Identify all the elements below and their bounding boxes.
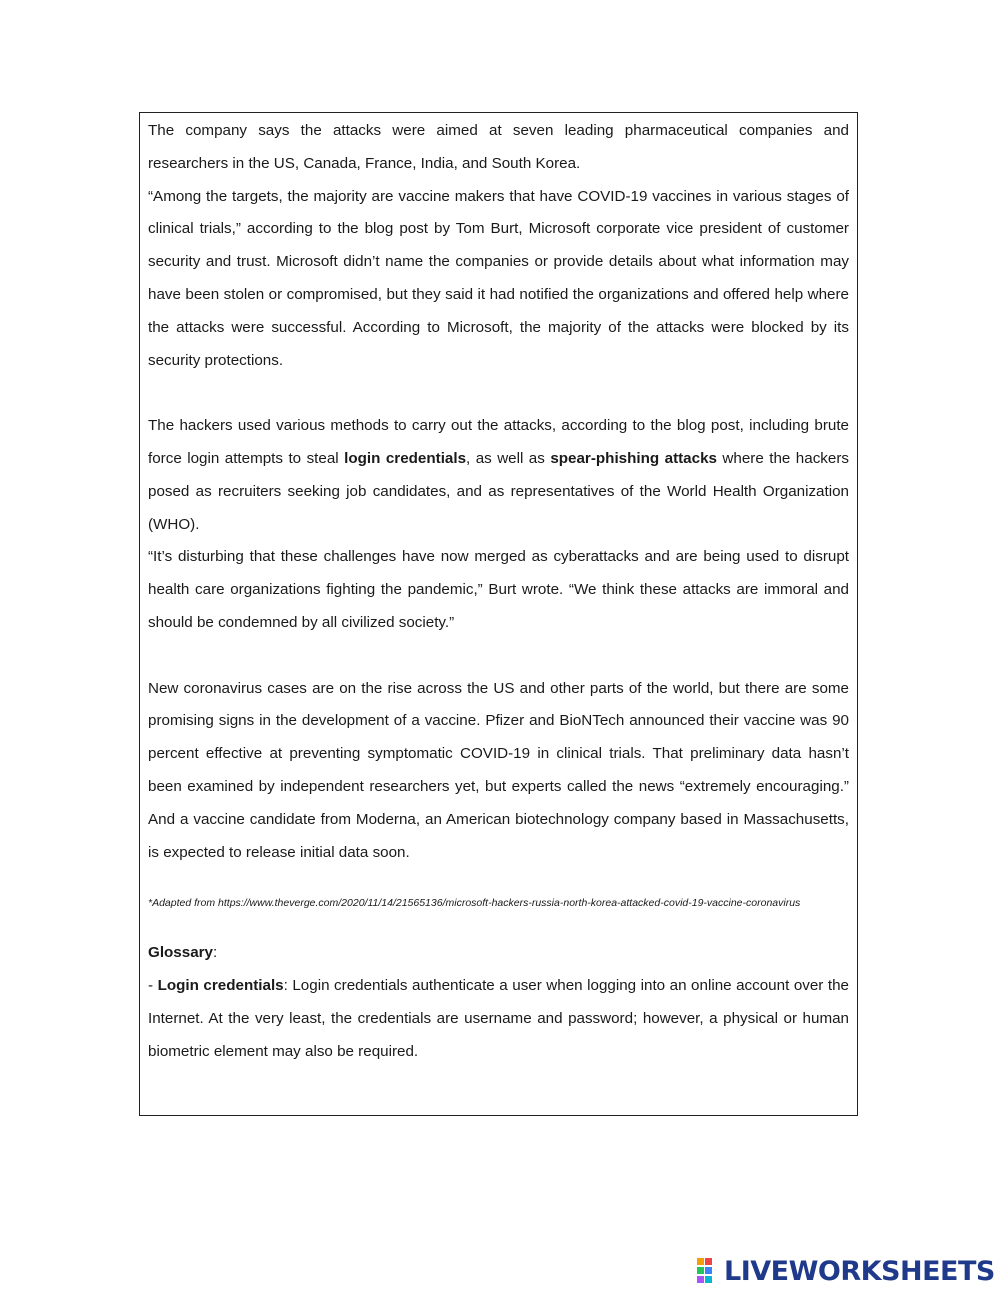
glossary-definition: : Login credentials authenticate a user when logging into an online account over the Internet. At the very least, the credentials are username and password; however, a physical or human biometric element may also be required. (148, 977, 849, 1060)
paragraph-targets: The company says the attacks were aimed at seven leading pharmaceutical companies and researchers in the US, Canada, France, India, and South Korea. (148, 122, 849, 172)
spacer (148, 377, 849, 410)
glossary-term: Login credentials (157, 977, 284, 995)
glossary-entry-login-credentials: - Login credentials: Login credentials authenticate a user when logging into an online account over the Internet. At the very least, the credentials are username and password; however, a physical or human biometric element may also be required. (148, 977, 849, 1060)
liveworksheets-logo-text: LIVEWORKSHEETS (724, 1255, 995, 1287)
spacer (148, 915, 849, 937)
glossary-heading: Glossary: (148, 944, 218, 962)
paragraph-burt-quote: “Among the targets, the majority are vaccine makers that have COVID-19 vaccines in various stages of clinical trials,” according to the blog post by Tom Burt, Microsoft corporate vice president of customer security and trust. Microsoft didn’t name the companies or provide details about what information may have been stolen or compromised, but they said it had notified the organizations and offered help where the attacks were successful. According to Microsoft, the majority of the attacks were blocked by its security protections. (148, 187, 849, 369)
liveworksheets-logo (697, 1255, 995, 1287)
paragraph-vaccine-news: New coronavirus cases are on the rise across the US and other parts of the world, but there are some promising signs in the development of a vaccine. Pfizer and BioNTech announced their vaccine was 90 percent effective at preventing symptomatic COVID-19 in clinical trials. That preliminary data hasn’t been examined by independent researchers yet, but experts called the news “extremely encouraging.” And a vaccine candidate from Moderna, an American biotechnology company based in Massachusetts, is expected to release initial data soon. (148, 679, 849, 861)
paragraph-disturbing-quote: “It’s disturbing that these challenges have now merged as cyberattacks and are being used to disrupt health care organizations fighting the pandemic,” Burt wrote. “We think these attacks are immoral and should be condemned by all civilized society.” (148, 548, 849, 631)
spacer (148, 640, 849, 673)
source-citation: *Adapted from https://www.theverge.com/2020/11/14/21565136/microsoft-hackers-russia-north-korea-attacked-covid-19-vaccine-coronavirus (148, 897, 801, 910)
paragraph-methods: The hackers used various methods to carry out the attacks, according to the blog post, including brute force login attempts to steal login credentials, as well as spear-phishing attacks where the hackers posed as recruiters seeking job candidates, and as representatives of the World Health Organization (WHO). (148, 417, 849, 533)
liveworksheets-logo-icon (697, 1258, 721, 1284)
term-spear-phishing: spear-phishing attacks (550, 449, 717, 467)
spacer (148, 869, 849, 891)
article-box (139, 112, 858, 1116)
term-login-credentials: login credentials (344, 449, 467, 467)
